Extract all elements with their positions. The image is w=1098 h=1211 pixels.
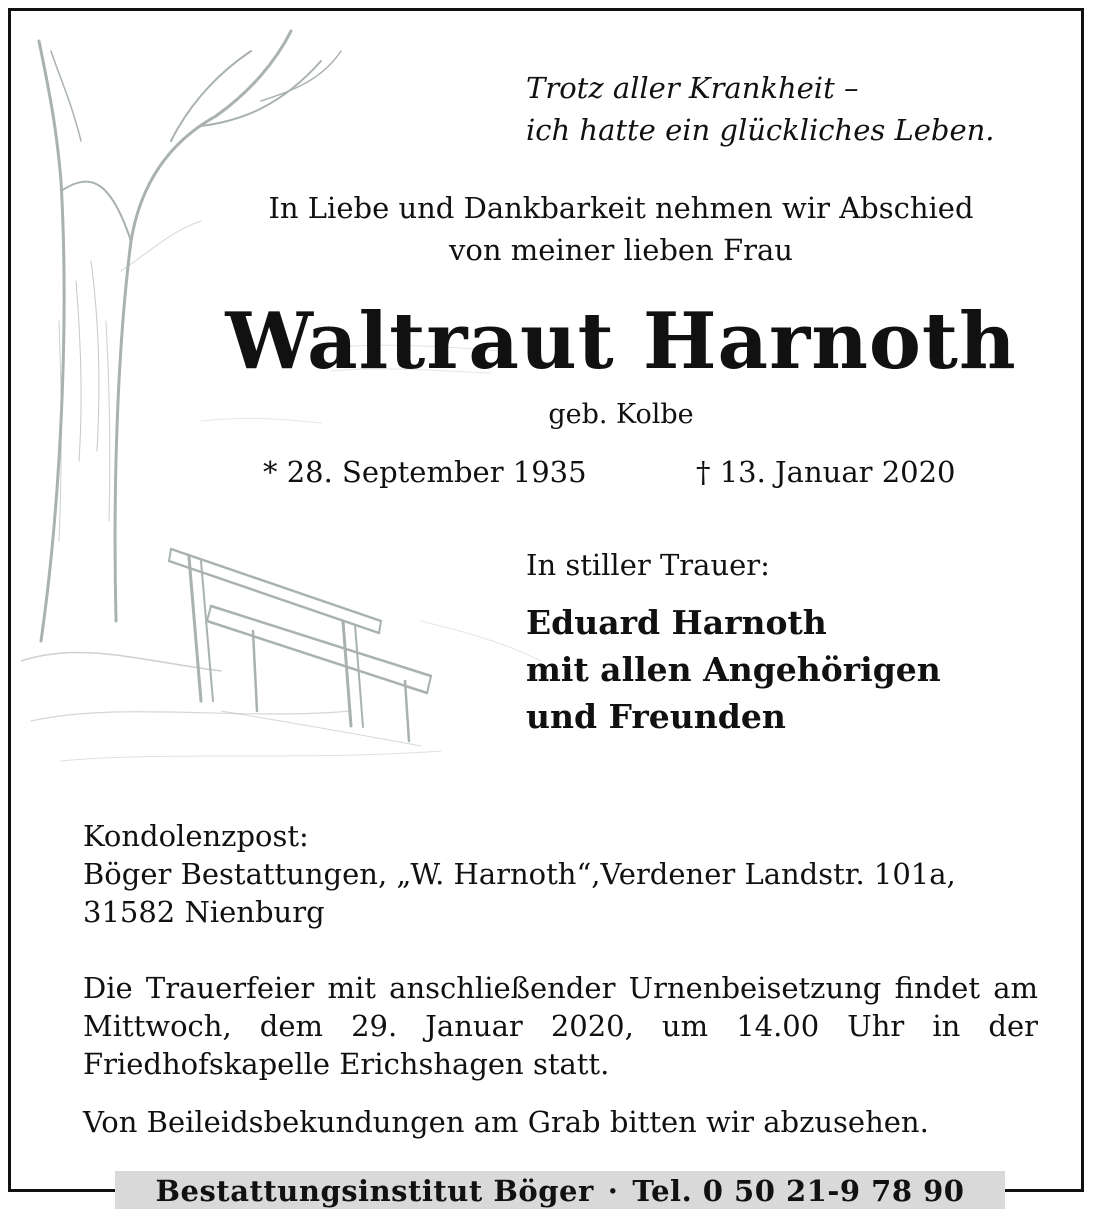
intro-line-2: von meiner lieben Frau <box>449 233 793 267</box>
birth-date: * 28. September 1935 <box>263 455 587 489</box>
mourners-list <box>526 599 941 740</box>
death-date: † 13. Januar 2020 <box>696 455 956 489</box>
condolence-line-2: Böger Bestattungen, „W. Harnoth“,Verdener Landstr. 101a, <box>83 857 956 891</box>
funeral-home-footer <box>115 1171 1005 1209</box>
footer-separator: · <box>607 1174 619 1208</box>
condolence-line-3: 31582 Nienburg <box>83 895 325 929</box>
mourner-line: mit allen Angehörigen <box>526 650 941 689</box>
condolence-label: Kondolenzpost: <box>83 819 309 853</box>
condolence-request: Von Beileidsbekundungen am Grab bitten wir abzusehen. <box>83 1105 929 1139</box>
intro-line-1: In Liebe und Dankbarkeit nehmen wir Abschied <box>268 191 974 225</box>
obituary-frame <box>8 8 1084 1208</box>
motto-quote <box>526 67 995 151</box>
motto-line-2: ich hatte ein glückliches Leben. <box>526 113 995 147</box>
maiden-name: geb. Kolbe <box>548 399 694 430</box>
ceremony-notice: Die Trauerfeier mit anschließender Urnenbeisetzung findet am Mittwoch, dem 29. Januar 2020, um 14.00 Uhr in der Friedhofskapelle Erichshagen statt. <box>83 971 1038 1081</box>
mourning-label: In stiller Trauer: <box>526 548 770 582</box>
mourner-line: und Freunden <box>526 697 786 736</box>
funeral-home-phone: Tel. 0 50 21-9 78 90 <box>632 1174 965 1208</box>
funeral-home-name: Bestattungsinstitut Böger <box>155 1174 594 1208</box>
farewell-intro <box>211 187 1031 271</box>
motto-line-1: Trotz aller Krankheit – <box>526 71 859 105</box>
deceased-name: Waltraut Harnoth <box>225 296 1017 387</box>
mourner-line: Eduard Harnoth <box>526 603 827 642</box>
condolence-address <box>83 817 1038 931</box>
